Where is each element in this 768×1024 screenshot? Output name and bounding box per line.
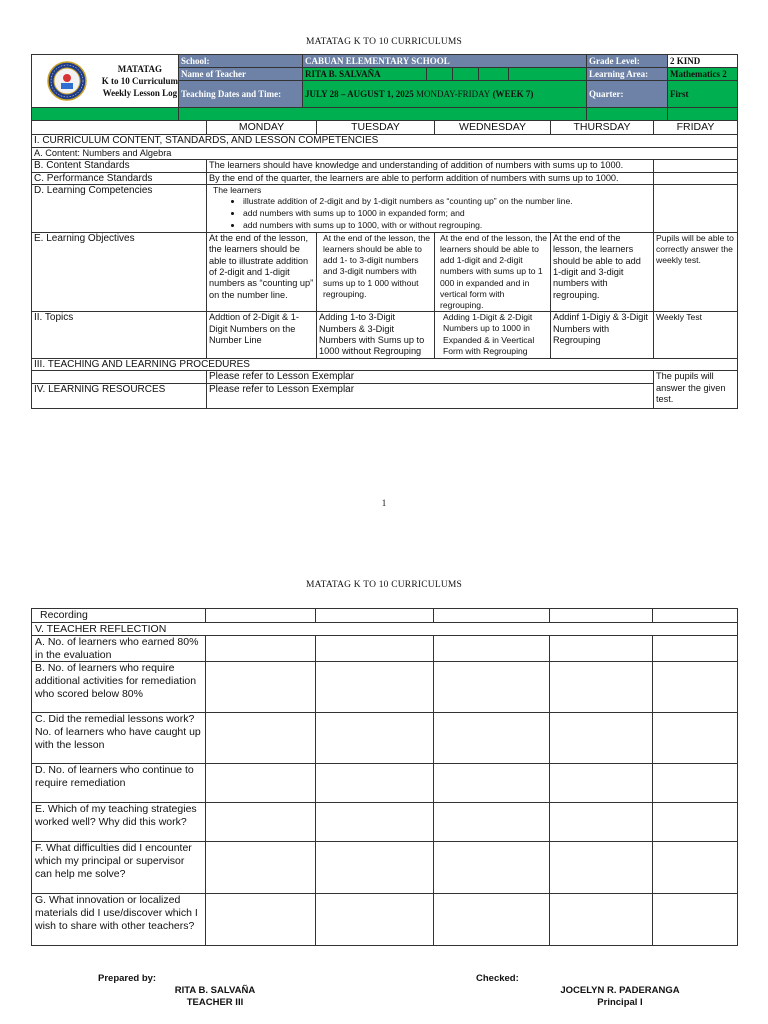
competency-item: • illustrate addition of 2-digit and by 1-digit numbers as “counting up” on the number line. [243, 196, 651, 208]
page-header-2: MATATAG K TO 10 CURRICULUMS [305, 580, 463, 590]
content-standards-label: B. Content Standards [32, 160, 207, 173]
prepared-title: TEACHER III [186, 997, 244, 1008]
checked-name: JOCELYN R. PADERANGA Principal I [530, 985, 710, 1009]
content-standards: The learners should have knowledge and understanding of addition of numbers with sums up to 1000. [207, 160, 654, 173]
competency-item: • add numbers with sums up to 1000 in expanded form; and [243, 208, 651, 220]
checked-label: Checked: [476, 973, 519, 984]
dates-value: JULY 28 – AUGUST 1, 2025 MONDAY-FRIDAY (WEEK 7) [303, 81, 587, 108]
section-curriculum: I. CURRICULUM CONTENT, STANDARDS, AND LESSON COMPETENCIES [32, 135, 738, 148]
reflection-item-e: E. Which of my teaching strategies worked well? Why did this work? [32, 803, 206, 842]
resources-label: IV. LEARNING RESOURCES [32, 384, 207, 409]
competency-item: • add numbers with sums up to 1000, with or without regrouping. [243, 220, 651, 232]
topic-monday: Addtion of 2-Digit & 1-Digit Numbers on the Number Line [207, 312, 317, 359]
reflection-item-f: F. What difficulties did I encounter which my principal or supervisor can help me solve? [32, 842, 206, 894]
objective-tuesday: At the end of the lesson, the learners should be able to add 1- to 3-digit numbers and 3-digit numbers with sums up to 1 000 without regrouping. [317, 232, 435, 311]
reflection-item-a: A. No. of learners who earned 80% in the evaluation [32, 636, 206, 662]
area-value: Mathematics 2 [668, 68, 738, 81]
topic-thursday: Addinf 1-Digiy & 3-Digit Numbers with Regrouping [551, 312, 654, 359]
content-row: A. Content: Numbers and Algebra [32, 147, 738, 159]
reflection-item-d: D. No. of learners who continue to require remediation [32, 764, 206, 803]
topic-wednesday: Adding 1-Digit & 2-Digit Numbers up to 1000 in Expanded & in Veertical Form with Regrouping [435, 312, 551, 359]
prepared-label: Prepared by: [98, 973, 157, 984]
header-table [31, 54, 738, 121]
title-line-2: K to 10 Curriculum [101, 76, 178, 86]
grade-label: Grade Level: [587, 55, 668, 68]
day-friday: FRIDAY [654, 121, 738, 135]
objective-monday: At the end of the lesson, the learners should be able to illustrate addition of 2-digit and 1-digit numbers as “counting up” on the number line. [207, 232, 317, 311]
day-thursday: THURSDAY [551, 121, 654, 135]
title-block [32, 55, 179, 108]
competencies-label: D. Learning Competencies [32, 185, 207, 233]
quarter-label: Quarter: [587, 81, 668, 108]
day-monday: MONDAY [207, 121, 317, 135]
day-tuesday: TUESDAY [317, 121, 435, 135]
reflection-item-g: G. What innovation or localized materials did I use/discover which I wish to share with other teachers? [32, 894, 206, 946]
objective-friday: Pupils will be able to correctly answer the weekly test. [654, 232, 738, 311]
title-line-1: MATATAG [117, 64, 163, 74]
quarter-value: First [668, 81, 738, 108]
title-line-3: Weekly Lesson Log [102, 88, 178, 98]
friday-note: The pupils will answer the given test. [654, 371, 738, 409]
section-procedures: III. TEACHING AND LEARNING PROCEDURES [32, 358, 738, 371]
objective-wednesday: At the end of the lesson, the learners should be able to add 1-digit and 2-digit numbers with sums up to 1 000 in expanded and in vertical form with regrouping. [435, 232, 551, 311]
objective-thursday: At the end of the lesson, the learners should be able to add 1-digit and 3-digit numbers with regrouping. [551, 232, 654, 311]
school-label: School: [179, 55, 303, 68]
reflection-title: V. TEACHER REFLECTION [32, 622, 738, 636]
procedures-note: Please refer to Lesson Exemplar [207, 371, 654, 384]
performance-standards-label: C. Performance Standards [32, 172, 207, 185]
page-header: MATATAG K TO 10 CURRICULUMS [305, 37, 463, 47]
topics-label: II. Topics [32, 312, 207, 359]
dates-label: Teaching Dates and Time: [179, 81, 303, 108]
deped-seal-icon [47, 61, 87, 101]
week-value: (WEEK 7) [492, 89, 534, 99]
teacher-value: RITA B. SALVAÑA [303, 68, 427, 81]
teacher-label: Name of Teacher [179, 68, 303, 81]
resources-note: Please refer to Lesson Exemplar [207, 384, 654, 409]
reflection-item-c: C. Did the remedial lessons work? No. of learners who have caught up with the lesson [32, 713, 206, 764]
performance-standards: By the end of the quarter, the learners are able to perform addition of numbers with sums up to 1000. [207, 172, 654, 185]
recording-label: Recording [32, 609, 206, 623]
page-number: 1 [381, 498, 387, 508]
grade-value: 2 KIND [668, 55, 738, 68]
topic-tuesday: Adding 1-to 3-Digit Numbers & 3-Digit Numbers with Sums up to 1000 without Regrouping [317, 312, 435, 359]
reflection-table [31, 608, 738, 946]
days-value: MONDAY-FRIDAY [415, 89, 491, 99]
checked-title: Principal I [597, 997, 643, 1008]
school-value: CABUAN ELEMENTARY SCHOOL [303, 55, 587, 68]
lesson-log-table [31, 120, 738, 409]
competencies-intro: The learners [213, 185, 262, 196]
prepared-name: RITA B. SALVAÑA TEACHER III [140, 985, 290, 1009]
reflection-item-b: B. No. of learners who require additional activities for remediation who scored below 80% [32, 662, 206, 713]
area-label: Learning Area: [587, 68, 668, 81]
day-wednesday: WEDNESDAY [435, 121, 551, 135]
objectives-label: E. Learning Objectives [32, 232, 207, 311]
topic-friday: Weekly Test [654, 312, 738, 359]
competencies [207, 185, 654, 233]
